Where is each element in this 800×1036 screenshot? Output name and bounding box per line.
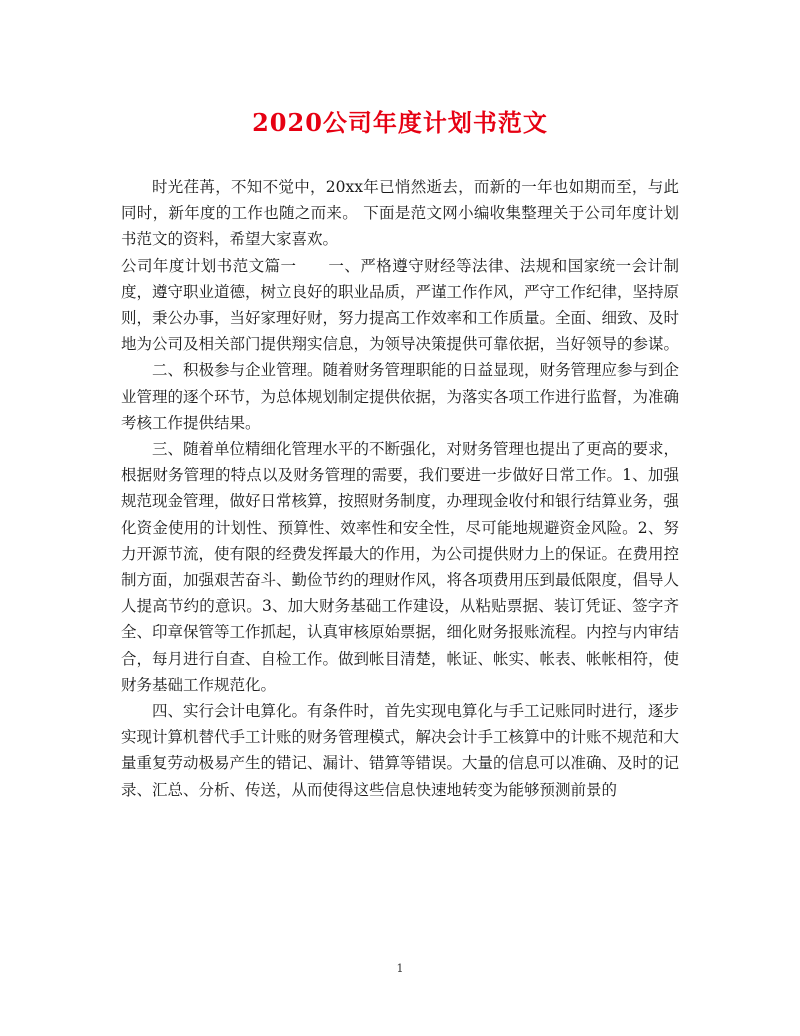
document-body	[121, 174, 679, 803]
paragraph-section-three: 三、随着单位精细化管理水平的不断强化，对财务管理也提出了更高的要求，根据财务管理的特点以及财务管理的需要，我们要进一步做好日常工作。1、加强规范现金管理，做好日常核算，按照财务制度，办理现金收付和银行结算业务，强化资金使用的计划性、预算性、效率性和安全性，尽可能地规避资金风险。2、努力开源节流，使有限的经费发挥最大的作用，为公司提供财力上的保证。在费用控制方面，加强艰苦奋斗、勤俭节约的理财作风，将各项费用压到最低限度，倡导人人提高节约的意识。3、加大财务基础工作建设，从粘贴票据、装订凭证、签字齐全、印章保管等工作抓起，认真审核原始票据，细化财务报账流程。内控与内审结合，每月进行自查、自检工作。做到帐目清楚，帐证、帐实、帐表、帐帐相符，使财务基础工作规范化。	[121, 440, 680, 694]
paragraph-intro: 时光荏苒，不知不觉中，20xx年已悄然逝去，而新的一年也如期而至，与此同时，新年度的工作也随之而来。 下面是范文网小编收集整理关于公司年度计划书范文的资料，希望大家喜欢。	[121, 178, 679, 249]
paragraph-section-one: 公司年度计划书范文篇一 一、严格遵守财经等法律、法规和国家统一会计制度，遵守职业道德，树立良好的职业品质，严谨工作作风，严守工作纪律，坚持原则，秉公办事，当好家理好财，努力提高工作效率和工作质量。全面、细致、及时地为公司及相关部门提供翔实信息，为领导决策提供可靠依据，当好领导的参谋。	[121, 256, 680, 354]
page-number: 1	[396, 962, 404, 975]
paragraph-section-two: 二、积极参与企业管理。随着财务管理职能的日益显现，财务管理应参与到企业管理的逐个环节，为总体规划制定提供依据，为落实各项工作进行监督，为准确考核工作提供结果。	[121, 361, 680, 432]
page-title: 2020公司年度计划书范文	[252, 108, 548, 137]
paragraph-section-four: 四、实行会计电算化。有条件时，首先实现电算化与手工记账同时进行，逐步实现计算机替代手工计账的财务管理模式，解决会计手工核算中的计账不规范和大量重复劳动极易产生的错记、漏计、错算等错误。大量的信息可以准确、及时的记录、汇总、分析、传送，从而使得这些信息快速地转变为能够预测前景的	[121, 702, 680, 799]
